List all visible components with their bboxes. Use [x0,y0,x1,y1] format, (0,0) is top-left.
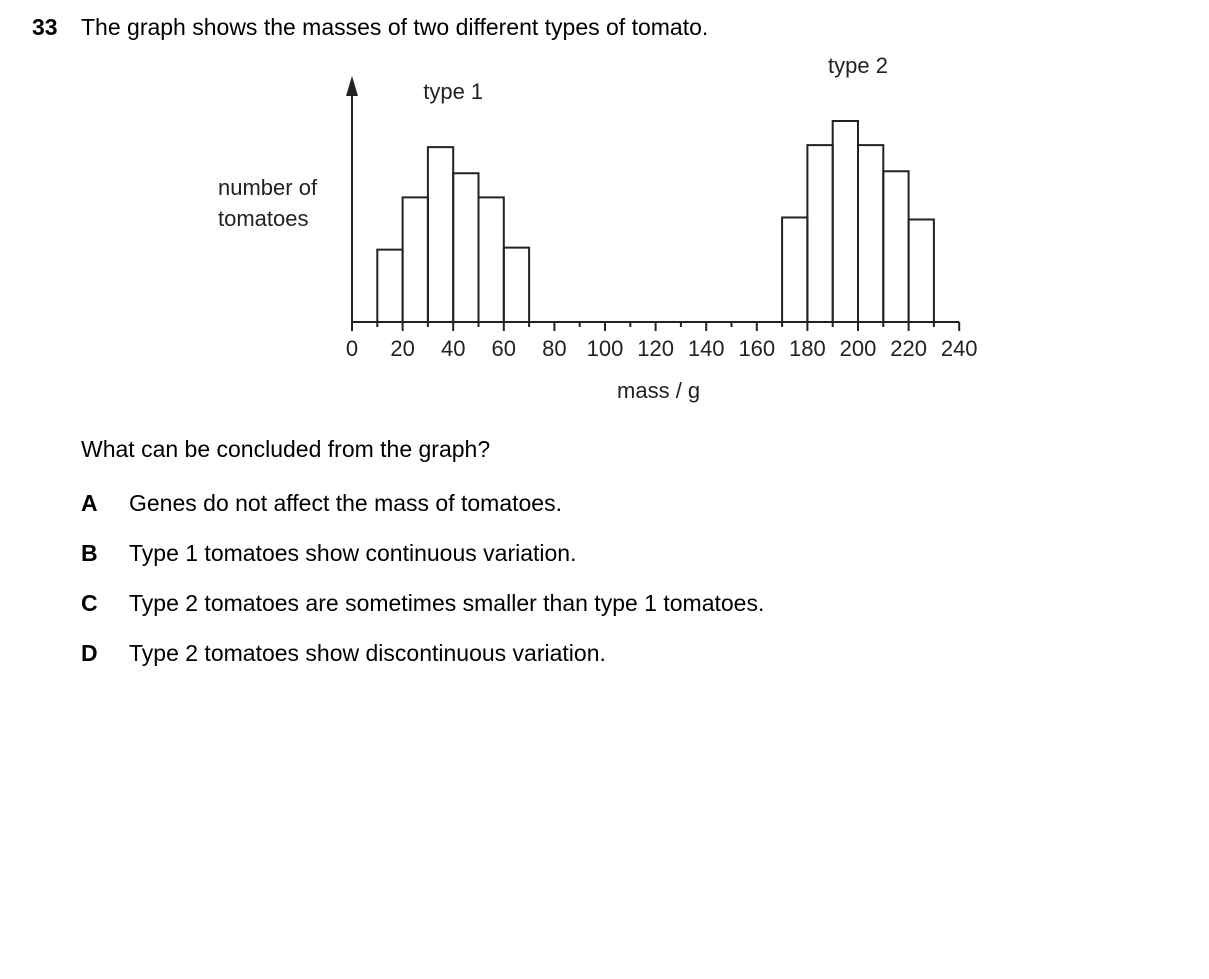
option-letter: B [81,540,98,566]
option-c[interactable] [81,590,764,617]
option-text: Genes do not affect the mass of tomatoes. [129,490,562,516]
series-label-1: type 1 [423,79,484,105]
bar-series1 [504,248,529,322]
x-tick-label: 100 [586,336,624,361]
axes [346,76,959,322]
option-letter: D [81,640,98,666]
y-axis-title-line: tomatoes [218,206,309,231]
y-axis-arrow [346,76,358,96]
bar-series1 [428,147,453,322]
x-tick-label: 180 [789,336,826,361]
bar-series2 [909,219,934,322]
question-number: 33 [32,14,58,40]
option-text: Type 1 tomatoes show continuous variation. [129,540,577,566]
option-letter: A [81,490,98,516]
x-tick-label: 240 [940,336,978,361]
bar-series1 [479,197,504,322]
series-labels [423,53,888,104]
x-tick-label: 60 [491,336,517,361]
option-text: Type 2 tomatoes are sometimes smaller than type 1 tomatoes. [129,590,765,616]
option-text: Type 2 tomatoes show discontinuous variation. [129,640,606,666]
option-a[interactable] [81,490,562,517]
bar-series2 [782,217,807,322]
bar-series1 [403,197,428,322]
x-tick-label: 20 [390,336,415,361]
bar-series2 [833,121,858,322]
bar-series2 [858,145,883,322]
y-axis-label [218,175,318,231]
histogram-chart [0,0,1209,420]
question-prompt: What can be concluded from the graph? [81,436,491,462]
question-text: The graph shows the masses of two different types of tomato. [81,14,709,40]
option-letter: C [81,590,98,616]
x-tick-label: 80 [542,336,567,361]
x-tick-label: 200 [839,336,877,361]
bar-series1 [377,250,402,322]
bar-series2 [807,145,832,322]
x-axis-title: mass / g [617,378,701,403]
x-tick-label: 160 [738,336,776,361]
bar-series2 [883,171,908,322]
option-d[interactable] [81,640,606,667]
bar-series1 [453,173,478,322]
x-tick-label: 140 [687,336,725,361]
option-b[interactable] [81,540,576,567]
x-tick-label: 0 [345,336,359,361]
series-label-2: type 2 [828,53,888,78]
y-axis-title-line: number of [218,175,318,200]
histogram-bars [377,121,934,322]
x-axis-label [617,378,700,403]
x-tick-label: 120 [637,336,674,361]
x-axis-ticks [346,322,978,361]
x-tick-label: 220 [890,336,927,361]
x-tick-label: 40 [440,336,466,361]
